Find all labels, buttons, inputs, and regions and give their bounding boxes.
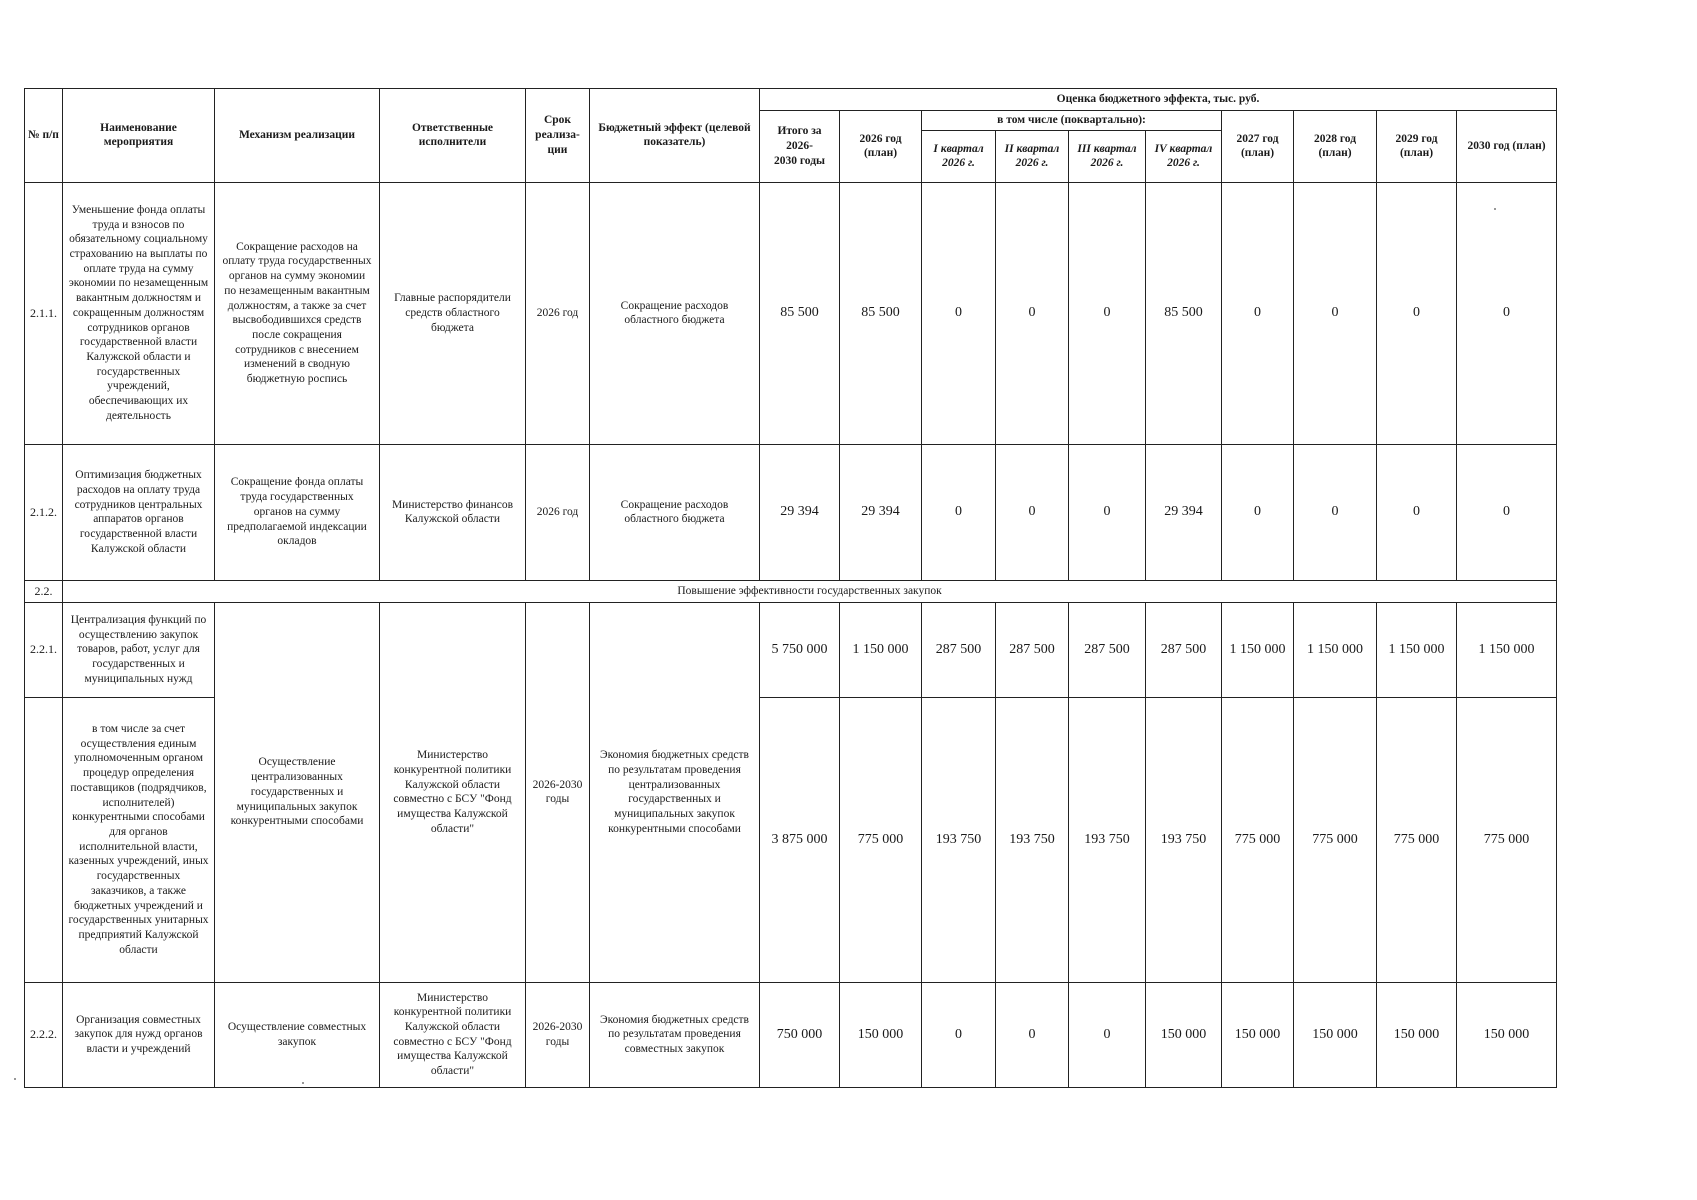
- header-executors: Ответственные исполнители: [380, 89, 526, 183]
- header-q4: IV квартал 2026 г.: [1146, 130, 1222, 182]
- cell-term: 2026-2030 годы: [526, 982, 590, 1087]
- table-header: [25, 89, 1557, 183]
- cell-q4-2026: 287 500: [1146, 602, 1222, 697]
- table-row: [25, 982, 1557, 1087]
- cell-plan-2030: 150 000: [1457, 982, 1557, 1087]
- cell-term: 2026 год: [526, 444, 590, 580]
- header-term: Срок реализа- ции: [526, 89, 590, 183]
- cell-row-number: 2.2.1.: [25, 602, 63, 697]
- cell-mechanism: Осуществление централизованных государственных и муниципальных закупок конкурентными способами: [215, 602, 380, 982]
- cell-q3-2026: 0: [1069, 444, 1146, 580]
- cell-total-2026-2030: 5 750 000: [760, 602, 840, 697]
- cell-plan-2026: 85 500: [840, 182, 922, 444]
- header-q2: II квартал 2026 г.: [996, 130, 1069, 182]
- cell-plan-2029: 0: [1377, 182, 1457, 444]
- cell-q1-2026: 0: [922, 982, 996, 1087]
- cell-executors: Министерство конкурентной политики Калужской области совместно с БСУ "Фонд имущества Калужской области": [380, 602, 526, 982]
- budget-effect-table: [24, 88, 1557, 1088]
- cell-q3-2026: 0: [1069, 182, 1146, 444]
- cell-q1-2026: 287 500: [922, 602, 996, 697]
- header-effect: Бюджетный эффект (целевой показатель): [590, 89, 760, 183]
- header-2029: 2029 год (план): [1377, 111, 1457, 183]
- cell-q4-2026: 150 000: [1146, 982, 1222, 1087]
- table-row: [25, 182, 1557, 444]
- cell-plan-2027: 0: [1222, 182, 1294, 444]
- header-2026: 2026 год (план): [840, 111, 922, 183]
- cell-measure-name: Централизация функций по осуществлению закупок товаров, работ, услуг для государственных и муниципальных нужд: [63, 602, 215, 697]
- cell-term: 2026-2030 годы: [526, 602, 590, 982]
- cell-measure-name: Организация совместных закупок для нужд органов власти и учреждений: [63, 982, 215, 1087]
- cell-plan-2030: 0: [1457, 444, 1557, 580]
- scan-speck: [1494, 208, 1496, 210]
- table-row: [25, 602, 1557, 697]
- row-number: 2.2.: [25, 580, 63, 602]
- cell-row-number: 2.1.2.: [25, 444, 63, 580]
- cell-row-number: 2.2.2.: [25, 982, 63, 1087]
- table-row: [25, 580, 1557, 602]
- cell-term: 2026 год: [526, 182, 590, 444]
- cell-mechanism: Сокращение расходов на оплату труда государственных органов на сумму экономии по незамещенным вакантным должностям, а также за счет высвободившихся средств после сокращения сотрудников с внесением изменений в сводную бюджетную роспись: [215, 182, 380, 444]
- cell-plan-2030: 1 150 000: [1457, 602, 1557, 697]
- cell-executors: Главные распорядители средств областного бюджета: [380, 182, 526, 444]
- header-name: Наименование мероприятия: [63, 89, 215, 183]
- cell-plan-2027: 150 000: [1222, 982, 1294, 1087]
- cell-plan-2026: 1 150 000: [840, 602, 922, 697]
- cell-plan-2028: 1 150 000: [1294, 602, 1377, 697]
- header-q1: I квартал 2026 г.: [922, 130, 996, 182]
- cell-q1-2026: 0: [922, 182, 996, 444]
- scan-speck: [14, 1078, 16, 1080]
- header-including-quarterly: в том числе (поквартально):: [922, 111, 1222, 131]
- budget-document: [24, 88, 1556, 1088]
- cell-total-2026-2030: 750 000: [760, 982, 840, 1087]
- table-row: [25, 444, 1557, 580]
- cell-plan-2029: 775 000: [1377, 697, 1457, 982]
- cell-plan-2027: 775 000: [1222, 697, 1294, 982]
- cell-plan-2028: 775 000: [1294, 697, 1377, 982]
- cell-q2-2026: 0: [996, 182, 1069, 444]
- header-total: Итого за 2026- 2030 годы: [760, 111, 840, 183]
- cell-budget-effect: Экономия бюджетных средств по результатам проведения централизованных государственных и муниципальных закупок конкурентными способами: [590, 602, 760, 982]
- table-body: [25, 182, 1557, 1087]
- cell-q3-2026: 0: [1069, 982, 1146, 1087]
- header-2028: 2028 год (план): [1294, 111, 1377, 183]
- header-mechanism: Механизм реализации: [215, 89, 380, 183]
- header-q3: III квартал 2026 г.: [1069, 130, 1146, 182]
- cell-q4-2026: 193 750: [1146, 697, 1222, 982]
- cell-plan-2027: 0: [1222, 444, 1294, 580]
- cell-q4-2026: 29 394: [1146, 444, 1222, 580]
- cell-total-2026-2030: 85 500: [760, 182, 840, 444]
- cell-plan-2026: 775 000: [840, 697, 922, 982]
- cell-executors: Министерство финансов Калужской области: [380, 444, 526, 580]
- cell-q1-2026: 0: [922, 444, 996, 580]
- cell-q2-2026: 0: [996, 982, 1069, 1087]
- cell-plan-2026: 150 000: [840, 982, 922, 1087]
- cell-plan-2029: 0: [1377, 444, 1457, 580]
- cell-q4-2026: 85 500: [1146, 182, 1222, 444]
- cell-q1-2026: 193 750: [922, 697, 996, 982]
- section-title: Повышение эффективности государственных закупок: [63, 580, 1557, 602]
- cell-total-2026-2030: 3 875 000: [760, 697, 840, 982]
- cell-plan-2030: 0: [1457, 182, 1557, 444]
- cell-plan-2029: 1 150 000: [1377, 602, 1457, 697]
- scan-speck: [302, 1082, 304, 1084]
- cell-budget-effect: Сокращение расходов областного бюджета: [590, 182, 760, 444]
- cell-measure-name: Оптимизация бюджетных расходов на оплату труда сотрудников центральных аппаратов органов государственной власти Калужской области: [63, 444, 215, 580]
- cell-q2-2026: 193 750: [996, 697, 1069, 982]
- cell-plan-2028: 0: [1294, 444, 1377, 580]
- cell-q2-2026: 0: [996, 444, 1069, 580]
- cell-budget-effect: Сокращение расходов областного бюджета: [590, 444, 760, 580]
- header-evaluation: Оценка бюджетного эффекта, тыс. руб.: [760, 89, 1557, 111]
- header-num: № п/п: [25, 89, 63, 183]
- cell-row-number: [25, 697, 63, 982]
- cell-budget-effect: Экономия бюджетных средств по результатам проведения совместных закупок: [590, 982, 760, 1087]
- cell-plan-2028: 0: [1294, 182, 1377, 444]
- cell-measure-name: Уменьшение фонда оплаты труда и взносов по обязательному социальному страхованию на выплаты по оплате труда на сумму экономии по незамещенным вакантным должностям и сокращенным должностям сотрудников органов государственной власти Калужской области и государственных учреждений, обеспечивающих их деятельность: [63, 182, 215, 444]
- cell-mechanism: Сокращение фонда оплаты труда государственных органов на сумму предполагаемой индексации окладов: [215, 444, 380, 580]
- cell-mechanism: Осуществление совместных закупок: [215, 982, 380, 1087]
- cell-q3-2026: 193 750: [1069, 697, 1146, 982]
- cell-q3-2026: 287 500: [1069, 602, 1146, 697]
- cell-plan-2030: 775 000: [1457, 697, 1557, 982]
- cell-plan-2027: 1 150 000: [1222, 602, 1294, 697]
- cell-executors: Министерство конкурентной политики Калужской области совместно с БСУ "Фонд имущества Калужской области": [380, 982, 526, 1087]
- cell-total-2026-2030: 29 394: [760, 444, 840, 580]
- cell-plan-2028: 150 000: [1294, 982, 1377, 1087]
- cell-row-number: 2.1.1.: [25, 182, 63, 444]
- cell-measure-name: в том числе за счет осуществления единым уполномоченным органом процедур определения поставщиков (подрядчиков, исполнителей) конкурентными способами для органов исполнительной власти, казенных учреждений, иных государственных заказчиков, а также бюджетных учреждений и государственных унитарных предприятий Калужской области: [63, 697, 215, 982]
- cell-plan-2029: 150 000: [1377, 982, 1457, 1087]
- cell-plan-2026: 29 394: [840, 444, 922, 580]
- header-2027: 2027 год (план): [1222, 111, 1294, 183]
- header-2030: 2030 год (план): [1457, 111, 1557, 183]
- cell-q2-2026: 287 500: [996, 602, 1069, 697]
